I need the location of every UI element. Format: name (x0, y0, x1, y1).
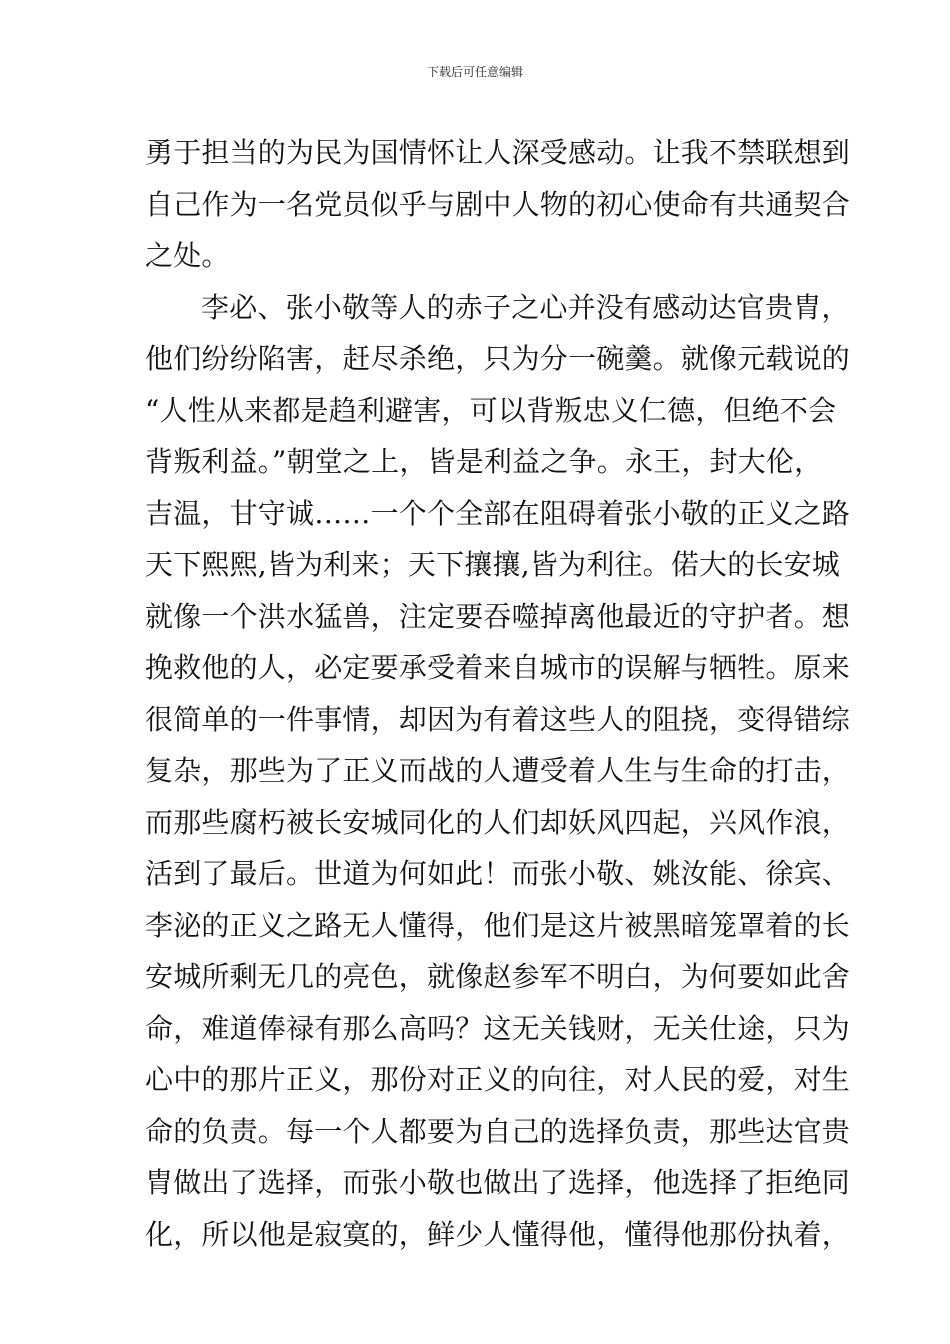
text-line: 李泌的正义之路无人懂得，他们是这片被黑暗笼罩着的长 (145, 908, 851, 942)
text-line: 命的负责。每一个人都要为自己的选择负责，那些达官贵 (145, 1114, 851, 1148)
text-line: 背叛利益。”朝堂之上，皆是利益之争。永王，封大伦， (145, 445, 823, 478)
text-line: 心中的那片正义，那份对正义的向往，对人民的爱，对生 (145, 1063, 851, 1096)
text-line: 之处。 (145, 239, 230, 272)
text-line: 挽救他的人，必定要承受着来自城市的误解与牺牲。原来 (145, 651, 851, 684)
text-line: 而那些腐朽被长安城同化的人们却妖风四起，兴风作浪， (145, 805, 851, 839)
text-line: 自己作为一名党员似乎与剧中人物的初心使命有共通契合 (145, 187, 851, 221)
text-line: 命，难道俸禄有那么高吗？这无关钱财，无关仕途，只为 (145, 1011, 851, 1045)
page-header: 下载后可任意编辑 (426, 65, 523, 79)
text-line: “人性从来都是趋利避害，可以背叛忠义仁德，但绝不会 (145, 393, 837, 427)
text-line: 安城所剩无几的亮色，就像赵参军不明白，为何要如此舍 (145, 960, 851, 993)
text-line: 就像一个洪水猛兽，注定要吞噬掉离他最近的守护者。想 (145, 599, 851, 633)
text-line: 勇于担当的为民为国情怀让人深受感动。让我不禁联想到 (145, 136, 851, 169)
text-line: 胄做出了选择，而张小敬也做出了选择，他选择了拒绝同 (145, 1166, 851, 1199)
text-line: 复杂，那些为了正义而战的人遭受着人生与生命的打击， (145, 754, 851, 787)
text-line: 吉温，甘守诚……一个个全部在阻碍着张小敬的正义之路 (145, 496, 851, 530)
text-line: 天下熙熙,皆为利来；天下攘攘,皆为利往。偌大的长安城 (145, 548, 841, 581)
paragraph-start-line: 李必、张小敬等人的赤子之心并没有感动达官贵胄， (201, 290, 850, 324)
text-line: 化，所以他是寂寞的，鲜少人懂得他，懂得他那份执着， (145, 1217, 851, 1251)
text-line: 他们纷纷陷害，赶尽杀绝，只为分一碗羹。就像元载说的 (145, 342, 851, 375)
text-line: 很简单的一件事情，却因为有着这些人的阻挠，变得错综 (145, 702, 851, 736)
document-body (145, 127, 851, 1260)
text-line: 活到了最后。世道为何如此！而张小敬、姚汝能、徐宾、 (145, 857, 851, 890)
